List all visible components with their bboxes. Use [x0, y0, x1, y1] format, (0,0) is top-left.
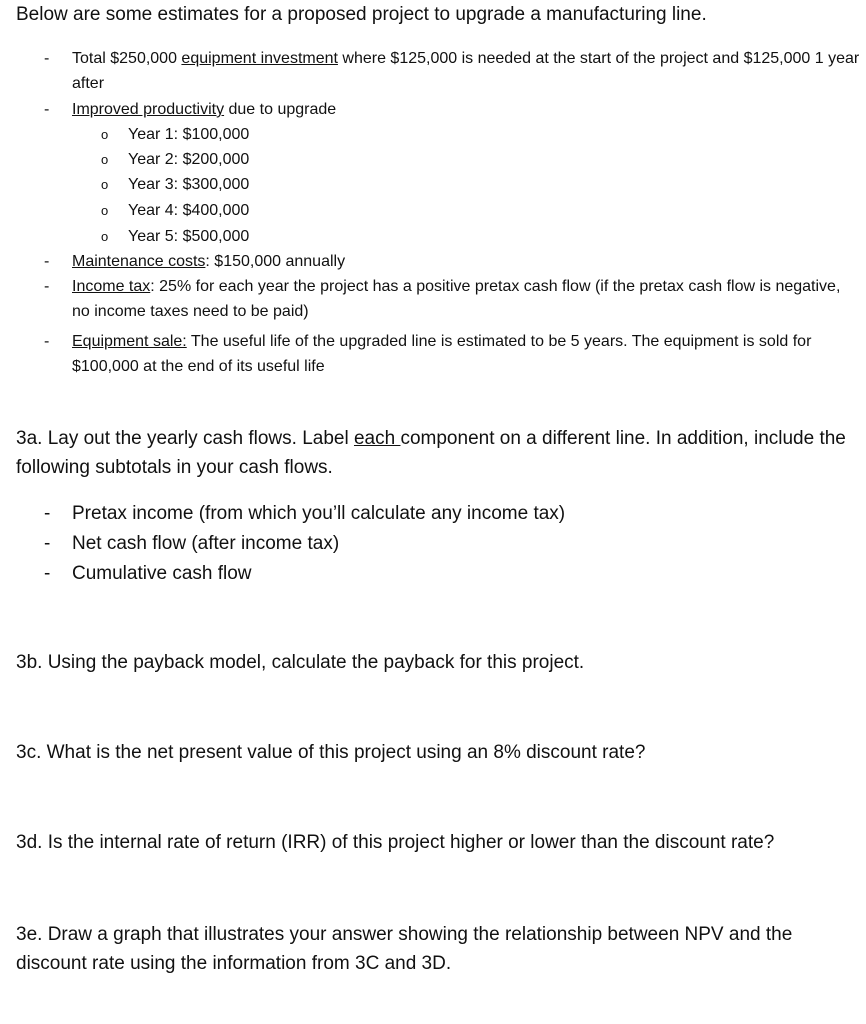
intro-text: Below are some estimates for a proposed project to upgrade a manufacturing line. — [16, 4, 707, 25]
dash-marker: - — [44, 278, 50, 295]
equipment-label: equipment investment — [181, 50, 338, 67]
year-value: Year 3: $300,000 — [128, 176, 250, 193]
year-value: Year 5: $500,000 — [128, 228, 250, 245]
circle-bullet: o — [101, 229, 109, 244]
income-tax-label: Income tax — [72, 278, 151, 295]
dash-marker: - — [44, 563, 51, 584]
dash-marker: - — [44, 333, 50, 350]
question-3e: 3e. Draw a graph that illustrates your answer showing the relationship between NPV and the discount rate using the information from 3C and 3D. — [16, 924, 793, 974]
dash-marker: - — [44, 253, 50, 270]
circle-bullet: o — [101, 177, 109, 192]
dash-marker: - — [44, 533, 51, 554]
subtotal-label: Net cash flow (after income tax) — [72, 533, 340, 554]
circle-bullet: o — [101, 152, 109, 167]
productivity-label: Improved productivity — [72, 101, 225, 118]
income-tax-text: Income tax: 25% for each year the project has a positive pretax cash flow (if the pretax cash flow is negative, no income taxes need to be paid) — [72, 278, 841, 320]
maintenance-text: Maintenance costs: $150,000 annually — [72, 253, 346, 270]
productivity-text: Improved productivity due to upgrade — [72, 101, 337, 118]
question-3c: 3c. What is the net present value of this project using an 8% discount rate? — [16, 742, 646, 763]
question-3b: 3b. Using the payback model, calculate the payback for this project. — [16, 652, 585, 673]
dash-marker: - — [44, 101, 50, 118]
circle-bullet: o — [101, 203, 109, 218]
subtotal-label: Cumulative cash flow — [72, 563, 252, 584]
year-value: Year 2: $200,000 — [128, 151, 250, 168]
equipment-text: Total $250,000 equipment investment where $125,000 is needed at the start of the project and $125,000 1 year after — [72, 50, 860, 92]
year-value: Year 1: $100,000 — [128, 126, 250, 143]
equipment-sale-text: Equipment sale: The useful life of the upgraded line is estimated to be 5 years. The equipment is sold for $100,000 at the end of its useful life — [72, 333, 812, 375]
each-emphasis: each — [353, 428, 401, 449]
year-value: Year 4: $400,000 — [128, 202, 250, 219]
maintenance-label: Maintenance costs — [72, 253, 206, 270]
dash-marker: - — [44, 503, 51, 524]
dash-marker: - — [44, 50, 50, 67]
question-3d: 3d. Is the internal rate of return (IRR) of this project higher or lower than the discount rate? — [16, 832, 775, 853]
question-3a: 3a. Lay out the yearly cash flows. Label each component on a different line. In addition, include the following subtotals in your cash flows. — [16, 428, 846, 478]
circle-bullet: o — [101, 127, 109, 142]
equipment-sale-label: Equipment sale: — [72, 333, 187, 350]
subtotal-label: Pretax income (from which you’ll calculate any income tax) — [72, 503, 566, 524]
